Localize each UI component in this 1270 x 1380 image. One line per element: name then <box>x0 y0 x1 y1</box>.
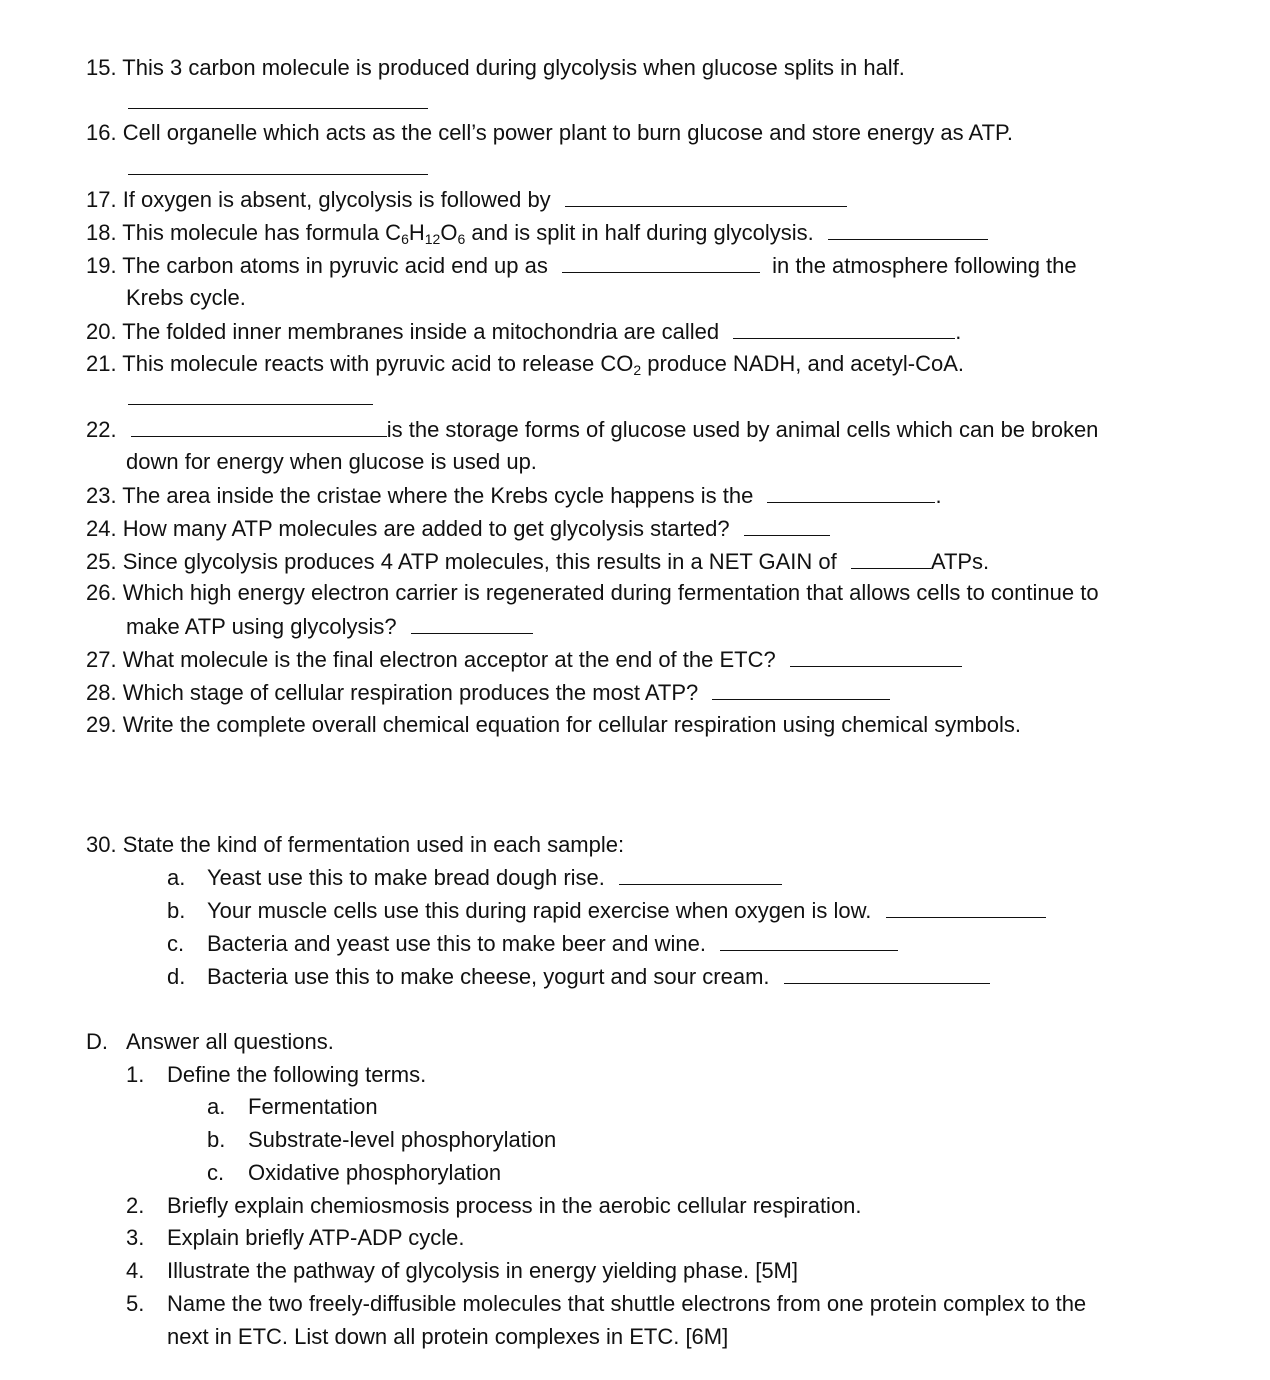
item-number: 5. <box>126 1291 145 1316</box>
question-22-continued: down for energy when glucose is used up. <box>126 449 537 474</box>
answer-blank-30b[interactable] <box>886 897 1046 918</box>
answer-blank-23[interactable] <box>767 482 935 503</box>
question-21-text: 21. This molecule reacts with pyruvic acid to release CO <box>86 351 634 376</box>
question-19-text-end: in the atmosphere following the <box>772 253 1077 278</box>
question-19-text: 19. The carbon atoms in pyruvic acid end up as <box>86 253 548 278</box>
item-text: Briefly explain chemiosmosis process in the aerobic cellular respiration. <box>167 1193 862 1218</box>
question-30-item-b <box>167 897 1046 924</box>
item-text: Your muscle cells use this during rapid exercise when oxygen is low. <box>207 898 872 923</box>
period: . <box>955 319 962 344</box>
question-21 <box>86 351 964 377</box>
answer-blank-20[interactable] <box>733 318 955 339</box>
section-d-item-2 <box>126 1193 862 1219</box>
question-30: 30. State the kind of fermentation used in each sample: <box>86 832 625 857</box>
item-letter: c. <box>167 931 185 956</box>
section-d-item-3 <box>126 1225 465 1251</box>
item-letter: d. <box>167 964 186 989</box>
question-30-item-d <box>167 963 990 990</box>
question-21-text-end: produce NADH, and acetyl-CoA. <box>641 351 965 376</box>
section-d-heading <box>86 1029 334 1055</box>
question-19 <box>86 252 1077 279</box>
question-27-text: 27. What molecule is the final electron acceptor at the end of the ETC? <box>86 647 776 672</box>
question-23 <box>86 482 942 509</box>
term-text: Substrate-level phosphorylation <box>248 1127 557 1152</box>
item-number: 3. <box>126 1225 145 1250</box>
item-text: Illustrate the pathway of glycolysis in energy yielding phase. [5M] <box>167 1258 798 1283</box>
answer-blank-30a[interactable] <box>619 864 782 885</box>
answer-blank-30c[interactable] <box>720 930 898 951</box>
formula-part: O <box>440 220 458 245</box>
question-26-continued <box>126 613 533 640</box>
question-18-text: 18. This molecule has formula C <box>86 220 402 245</box>
question-22-text: is the storage forms of glucose used by animal cells which can be broken <box>386 417 1099 442</box>
section-d-item-5-continued: next in ETC. List down all protein complexes in ETC. [6M] <box>167 1324 729 1349</box>
section-letter: D. <box>86 1029 108 1054</box>
question-24-text: 24. How many ATP molecules are added to get glycolysis started? <box>86 516 730 541</box>
term-letter: a. <box>207 1094 226 1119</box>
question-20 <box>86 318 961 345</box>
section-d-item-4 <box>126 1258 798 1284</box>
period: . <box>935 483 942 508</box>
question-16: 16. Cell organelle which acts as the cell’s power plant to burn glucose and store energy as ATP. <box>86 120 1013 145</box>
question-19-continued: Krebs cycle. <box>126 285 246 310</box>
item-letter: a. <box>167 865 186 890</box>
question-26: 26. Which high energy electron carrier is regenerated during fermentation that allows cells to continue to <box>86 580 1099 605</box>
question-30-item-c <box>167 930 898 957</box>
item-number: 1. <box>126 1062 145 1087</box>
item-text: Define the following terms. <box>167 1062 427 1087</box>
term-text: Fermentation <box>248 1094 378 1119</box>
answer-blank-19[interactable] <box>562 252 760 273</box>
answer-blank-24[interactable] <box>744 515 830 536</box>
question-15: 15. This 3 carbon molecule is produced during glycolysis when glucose splits in half. <box>86 55 905 80</box>
term-text: Oxidative phosphorylation <box>248 1160 502 1185</box>
section-d-item-5 <box>126 1291 1086 1317</box>
question-17 <box>86 186 847 213</box>
item-text: Name the two freely-diffusible molecules that shuttle electrons from one protein complex to the <box>167 1291 1087 1316</box>
question-17-text: 17. If oxygen is absent, glycolysis is followed by <box>86 187 551 212</box>
question-18 <box>86 219 988 246</box>
item-text: Explain briefly ATP-ADP cycle. <box>167 1225 465 1250</box>
answer-blank-21[interactable] <box>128 403 373 405</box>
question-22-number: 22. <box>86 417 117 442</box>
question-25-text-end: ATPs. <box>930 549 990 574</box>
answer-blank-15[interactable] <box>128 107 428 109</box>
answer-blank-16[interactable] <box>128 173 428 175</box>
term-letter: c. <box>207 1160 225 1185</box>
question-25 <box>86 548 989 575</box>
answer-blank-22[interactable] <box>131 416 387 437</box>
question-26-text: make ATP using glycolysis? <box>126 614 397 639</box>
question-23-text: 23. The area inside the cristae where the Krebs cycle happens is the <box>86 483 754 508</box>
item-text: Bacteria use this to make cheese, yogurt and sour cream. <box>207 964 770 989</box>
formula-part: H <box>408 220 425 245</box>
question-25-text: 25. Since glycolysis produces 4 ATP molecules, this results in a NET GAIN of <box>86 549 837 574</box>
subscript: 6 <box>401 231 409 247</box>
question-29: 29. Write the complete overall chemical equation for cellular respiration using chemical symbols. <box>86 712 1022 737</box>
answer-blank-26[interactable] <box>411 613 533 634</box>
answer-blank-27[interactable] <box>790 646 962 667</box>
question-27 <box>86 646 962 673</box>
question-18-text-end: and is split in half during glycolysis. <box>465 220 814 245</box>
item-number: 4. <box>126 1258 145 1283</box>
question-20-text: 20. The folded inner membranes inside a mitochondria are called <box>86 319 720 344</box>
item-text: Bacteria and yeast use this to make beer and wine. <box>207 931 706 956</box>
section-d-item-1 <box>126 1062 426 1088</box>
subscript: 2 <box>633 362 642 378</box>
answer-blank-28[interactable] <box>712 679 890 700</box>
item-letter: b. <box>167 898 186 923</box>
answer-blank-25[interactable] <box>851 548 931 569</box>
term-a <box>207 1094 378 1120</box>
term-b <box>207 1127 556 1153</box>
question-28 <box>86 679 890 706</box>
question-30-item-a <box>167 864 782 891</box>
term-c <box>207 1160 501 1186</box>
answer-blank-17[interactable] <box>565 186 847 207</box>
question-28-text: 28. Which stage of cellular respiration produces the most ATP? <box>86 680 699 705</box>
subscript: 6 <box>457 231 466 247</box>
answer-blank-30d[interactable] <box>784 963 990 984</box>
answer-blank-18[interactable] <box>828 219 988 240</box>
item-number: 2. <box>126 1193 145 1218</box>
item-text: Yeast use this to make bread dough rise. <box>207 865 605 890</box>
term-letter: b. <box>207 1127 226 1152</box>
subscript: 12 <box>424 231 441 247</box>
section-title: Answer all questions. <box>126 1029 334 1054</box>
question-24 <box>86 515 830 542</box>
question-22 <box>86 416 1098 443</box>
